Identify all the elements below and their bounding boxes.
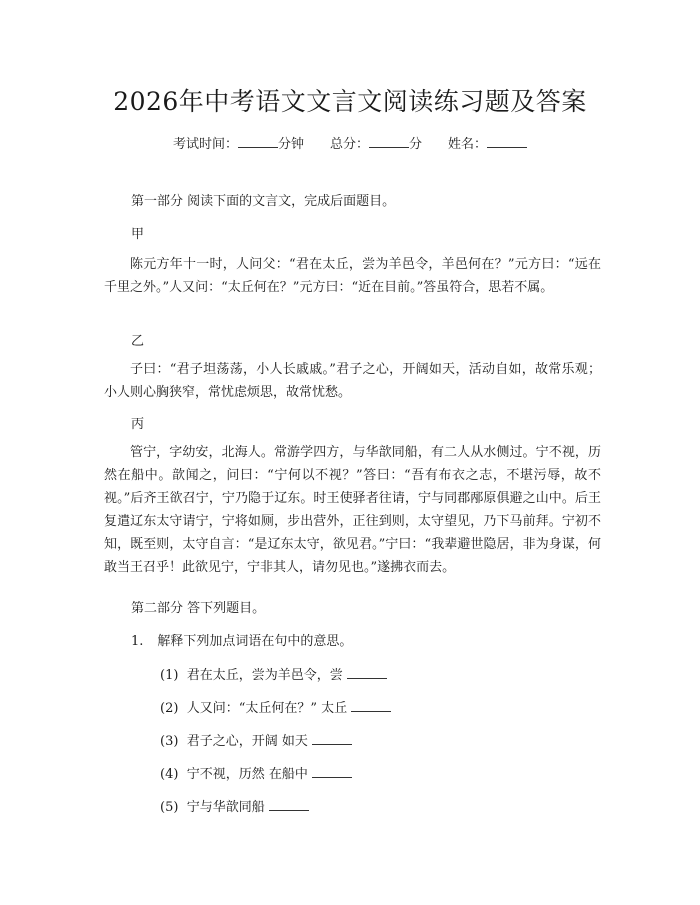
- score-unit: 分: [409, 137, 423, 152]
- sub-question-text: 君子之心，开阔 如天: [186, 734, 308, 749]
- sub-question-text: 宁与华歆同船: [186, 800, 265, 815]
- sub-question-2: [160, 697, 391, 716]
- score-blank[interactable]: [369, 135, 409, 148]
- answer-blank[interactable]: [312, 732, 352, 745]
- name-blank[interactable]: [487, 135, 527, 148]
- answer-blank[interactable]: [347, 666, 387, 679]
- time-blank[interactable]: [238, 135, 278, 148]
- section-c-label: 丙: [131, 417, 145, 432]
- time-field: [173, 137, 304, 152]
- passage-b: 子曰：“君子坦荡荡，小人长戚戚。”君子之心，开阔如天，活动自如，故常乐观；小人则心胸狭窄，常忧虑烦思，故常忧愁。: [104, 362, 601, 400]
- name-label: 姓名：: [448, 137, 488, 152]
- sub-question-number: (1): [160, 668, 179, 683]
- time-label: 考试时间：: [172, 137, 238, 152]
- passage-a: 陈元方年十一时，人问父：“君在太丘，尝为羊邑令，羊邑何在？”元方曰：“远在千里之外。”人又问：“太丘何在？”元方曰：“近在目前。”答虽符合，思若不属。: [104, 257, 601, 295]
- score-field: [330, 137, 422, 152]
- sub-question-text: 宁不视，历然 在船中: [186, 767, 308, 782]
- sub-question-number: (3): [160, 734, 179, 749]
- answer-blank[interactable]: [269, 798, 309, 811]
- sub-question-3: [160, 730, 352, 749]
- question-1-text: 解释下列加点词语在句中的意思。: [157, 634, 353, 649]
- name-field: [448, 137, 527, 152]
- question-1: [131, 630, 352, 649]
- answer-blank[interactable]: [351, 699, 391, 712]
- sub-question-number: (4): [160, 767, 179, 782]
- time-unit: 分钟: [277, 137, 304, 152]
- sub-question-text: 人又问：“太丘何在？” 太丘: [186, 701, 348, 716]
- sub-question-text: 君在太丘，尝为羊邑令，尝: [186, 668, 343, 683]
- sub-question-5: [160, 796, 309, 815]
- sub-question-1: [160, 664, 387, 683]
- question-1-number: 1.: [131, 634, 144, 649]
- part1-heading: 第一部分 阅读下面的文言文，完成后面题目。: [131, 194, 396, 209]
- section-b-label: 乙: [131, 334, 145, 349]
- answer-blank[interactable]: [312, 765, 352, 778]
- sub-question-number: (5): [160, 800, 179, 815]
- sub-question-number: (2): [160, 701, 179, 716]
- section-a-label: 甲: [131, 227, 145, 242]
- sub-question-4: [160, 763, 352, 782]
- exam-meta: [0, 133, 700, 152]
- part2-heading: 第二部分 答下列题目。: [131, 601, 266, 616]
- passage-c: 管宁，字幼安，北海人。常游学四方，与华歆同船，有二人从水侧过。宁不视，历然在船中。歆闻之，问曰：“宁何以不视？”答曰：“吾有布衣之志，不堪污辱，故不视。”后齐王欲召宁，宁乃隐于辽东。时王使驿者往请，宁与同郡邴原俱避之山中。后王复遣辽东太守请宁，宁将如厕，步出营外，正往到则，太守望见，乃下马前拜。宁初不知，既至则，太守自言：“是辽东太守，欲见君。”宁曰：“我辈避世隐居，非为身谋，何敢当王召乎！此欲见宁，宁非其人，请勿见也。”遂拂衣而去。: [104, 445, 601, 575]
- page-title: 2026年中考语文文言文阅读练习题及答案: [113, 87, 587, 116]
- score-label: 总分：: [329, 137, 369, 152]
